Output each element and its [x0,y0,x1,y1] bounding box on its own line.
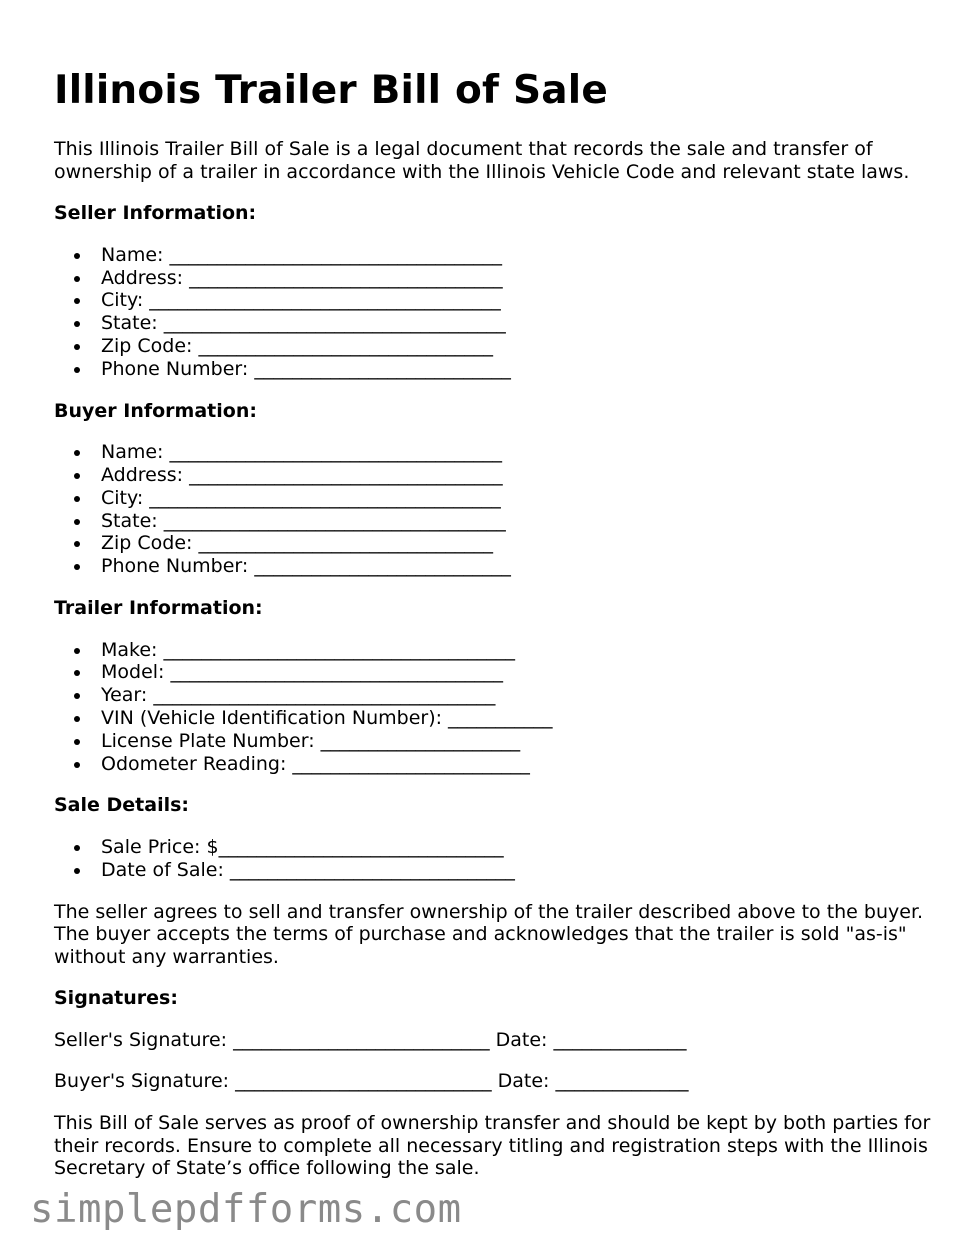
closing-paragraph: This Bill of Sale serves as proof of ownership transfer and should be kept by both parties for their records. Ensure to complete all necessary titling and registration steps with the Illinois Secretary of State’s office following the sale. [54,1112,931,1180]
sale-heading: Sale Details: [54,794,190,817]
buyer-name-field: Name: ___________________________________ [101,441,934,464]
seller-signature-line: Seller's Signature: ___________________________ Date: ______________ [54,1028,687,1051]
buyer-heading: Buyer Information: [54,399,257,422]
seller-zip-field: Zip Code: _______________________________ [101,335,934,358]
buyer-phone-field: Phone Number: ___________________________ [101,555,934,578]
site-watermark: simplepdfforms.com [30,1187,462,1232]
trailer-make-field: Make: _____________________________________ [101,639,934,662]
buyer-address-field: Address: _________________________________ [101,464,934,487]
buyer-zip-field: Zip Code: _______________________________ [101,532,934,555]
seller-city-field: City: _____________________________________ [101,289,934,312]
trailer-plate-field: License Plate Number: _____________________ [101,730,934,753]
seller-list [54,244,934,381]
trailer-year-field: Year: ____________________________________ [101,684,934,707]
signatures-heading: Signatures: [54,987,178,1010]
trailer-model-field: Model: ___________________________________ [101,661,934,684]
seller-phone-field: Phone Number: ___________________________ [101,358,934,381]
buyer-signature-line: Buyer's Signature: ___________________________ Date: ______________ [54,1070,689,1093]
buyer-city-field: City: _____________________________________ [101,487,934,510]
trailer-vin-field: VIN (Vehicle Identification Number): ___________ [101,707,934,730]
document-title: Illinois Trailer Bill of Sale [54,68,608,113]
seller-address-field: Address: _________________________________ [101,267,934,290]
sale-date-field: Date of Sale: ______________________________ [101,859,934,882]
trailer-list [54,639,934,776]
document-page [54,68,934,1180]
agreement-paragraph: The seller agrees to sell and transfer ownership of the trailer described above to the buyer. The buyer accepts the terms of purchase and acknowledges that the trailer is sold "as-is" without any warranties. [54,900,924,968]
buyer-list [54,441,934,578]
trailer-heading: Trailer Information: [54,596,263,619]
seller-heading: Seller Information: [54,202,257,225]
seller-state-field: State: ____________________________________ [101,312,934,335]
sale-list [54,836,934,882]
trailer-odometer-field: Odometer Reading: _________________________ [101,753,934,776]
buyer-state-field: State: ____________________________________ [101,510,934,533]
intro-paragraph: This Illinois Trailer Bill of Sale is a legal document that records the sale and transfer of ownership of a trailer in accordance with the Illinois Vehicle Code and relevant state laws. [54,138,910,183]
sale-price-field: Sale Price: $______________________________ [101,836,934,859]
seller-name-field: Name: ___________________________________ [101,244,934,267]
